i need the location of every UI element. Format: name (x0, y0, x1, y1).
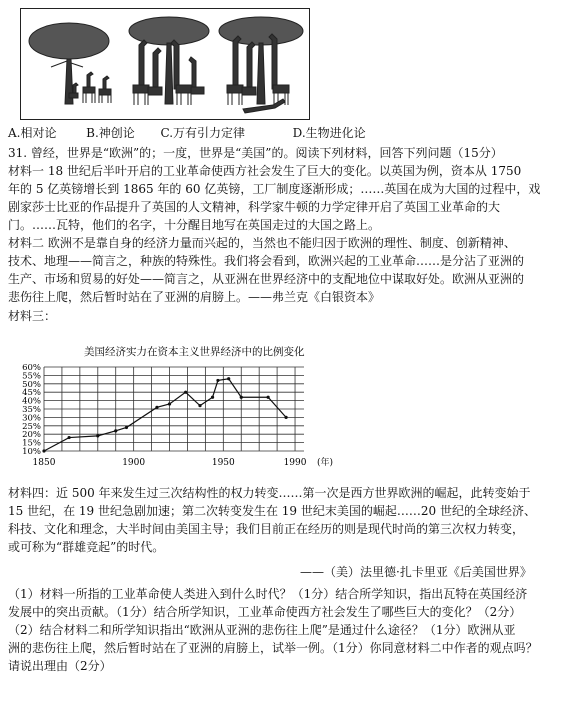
x-tick-label: 1900 (122, 458, 146, 468)
y-tick-label: 60% (22, 363, 41, 373)
y-tick-label: 45% (22, 388, 41, 399)
y-tick-label: 50% (22, 379, 41, 390)
data-point (125, 426, 128, 429)
material1-line: 年的 5 亿英镑增长到 1865 年的 60 亿英镑，工厂制度逐渐形成；……英国在成为大国的过程中，戏 (8, 182, 541, 196)
line-chart (14, 343, 334, 483)
material2-line: 生产、市场和贸易的好处——简言之，从亚洲在世界经济中的支配地位中谋取好处。欧洲从亚洲的 (8, 272, 525, 286)
answer-options (8, 124, 366, 142)
data-point (227, 377, 230, 380)
giraffe-tree-drawing (21, 9, 309, 119)
option-d: D.生物进化论 (292, 126, 366, 140)
data-point (168, 402, 171, 405)
data-point (96, 434, 99, 437)
question-line: 洲的悲伤往上爬，然后暂时站在了亚洲的肩膀上，试举一例。（1分）你同意材料二中作者的观点吗？ (8, 641, 538, 655)
y-tick-label: 15% (22, 438, 41, 449)
y-tick-label: 10% (22, 447, 41, 457)
data-point (240, 396, 243, 399)
y-tick-label: 35% (22, 405, 41, 415)
y-tick-label: 40% (22, 396, 41, 407)
material2-line: 悲伤往上爬，然后暂时站在了亚洲的肩膀上。——弗兰克《白银资本》 (8, 290, 381, 304)
y-tick-label: 55% (22, 371, 41, 382)
material4-source: ——（美）法里德·扎卡里亚《后美国世界》 (300, 565, 532, 579)
data-point (114, 429, 117, 432)
question-line: 发展中的突出贡献。（1分）结合所学知识，工业革命使西方社会发生了哪些巨大的变化？（2分） (8, 605, 522, 619)
data-point (155, 406, 158, 409)
us-economy-share-chart (14, 343, 334, 483)
y-tick-label: 20% (22, 430, 41, 441)
y-tick-label: 25% (22, 421, 41, 432)
material3-label: 材料三： (8, 309, 57, 323)
option-c: C.万有引力定律 (160, 126, 246, 140)
x-tick-label: 1990 (283, 458, 307, 468)
series-line (44, 379, 286, 451)
material1-line: 材料一 18 世纪后半叶开启的工业革命使西方社会发生了巨大的变化。以英国为例，资本从 1750 (8, 164, 522, 178)
chart-title: 美国经济实力在资本主义世界经济中的比例变化 (84, 346, 305, 358)
data-point (68, 436, 71, 439)
x-tick-label: 1850 (32, 458, 56, 468)
data-point (42, 449, 45, 452)
y-tick-label: 30% (22, 413, 41, 424)
data-point (211, 396, 214, 399)
x-axis-label: (年) (317, 458, 334, 468)
material4-line: 15 世纪，在 19 世纪急剧加速；第二次转变发生在 19 世纪末美国的崛起……20 世纪的全球经济、 (8, 504, 536, 518)
material2-line: 材料二 欧洲不是靠自身的经济力量而兴起的，当然也不能归因于欧洲的理性、制度、创新精神、 (8, 236, 516, 250)
material4-line: 科技、文化和理念，大半时间由美国主导；我们目前正在经历的则是现代时尚的第三次权力转变， (8, 522, 525, 536)
option-a: A.相对论 (8, 126, 57, 140)
data-point (184, 391, 187, 394)
data-point (216, 379, 219, 382)
material4-line: 材料四：近 500 年来发生过三次结构性的权力转变……第一次是西方世界欧洲的崛起，此转变始于 (8, 486, 531, 500)
material2-line: 技术、地理——简言之，种族的特殊性。我们将会看到，欧洲兴起的工业革命……是分沾了亚洲的 (8, 254, 525, 268)
question-line: （2）结合材料二和所学知识指出“欧洲从亚洲的悲伤往上爬”是通过什么途径？（1分）欧洲从亚 (8, 623, 516, 637)
data-point (267, 396, 270, 399)
question-line: 请说出理由（2分） (8, 659, 112, 673)
giraffe-evolution-illustration (20, 8, 310, 120)
x-tick-label: 1950 (211, 458, 235, 468)
question-31-header: 31. 曾经，世界是“欧洲”的；一度，世界是“美国”的。阅读下列材料，回答下列问题（15分） (8, 146, 503, 160)
material1-line: 剧家莎士比亚的作品提升了英国的人文精神，科学家牛顿的力学定律开启了英国工业革命的大 (8, 200, 501, 214)
question-line: （1）材料一所指的工业革命使人类进入到什么时代？（1分）结合所学知识，指出瓦特在英国经济 (8, 587, 528, 601)
material4-line: 或可称为“群雄竞起”的时代。 (8, 540, 165, 554)
option-b: B.神创论 (86, 126, 135, 140)
data-point (198, 404, 201, 407)
data-point (284, 416, 287, 419)
material1-line: 门。……瓦特，他们的名字，十分醒目地写在英国走过的大国之路上。 (8, 218, 381, 232)
